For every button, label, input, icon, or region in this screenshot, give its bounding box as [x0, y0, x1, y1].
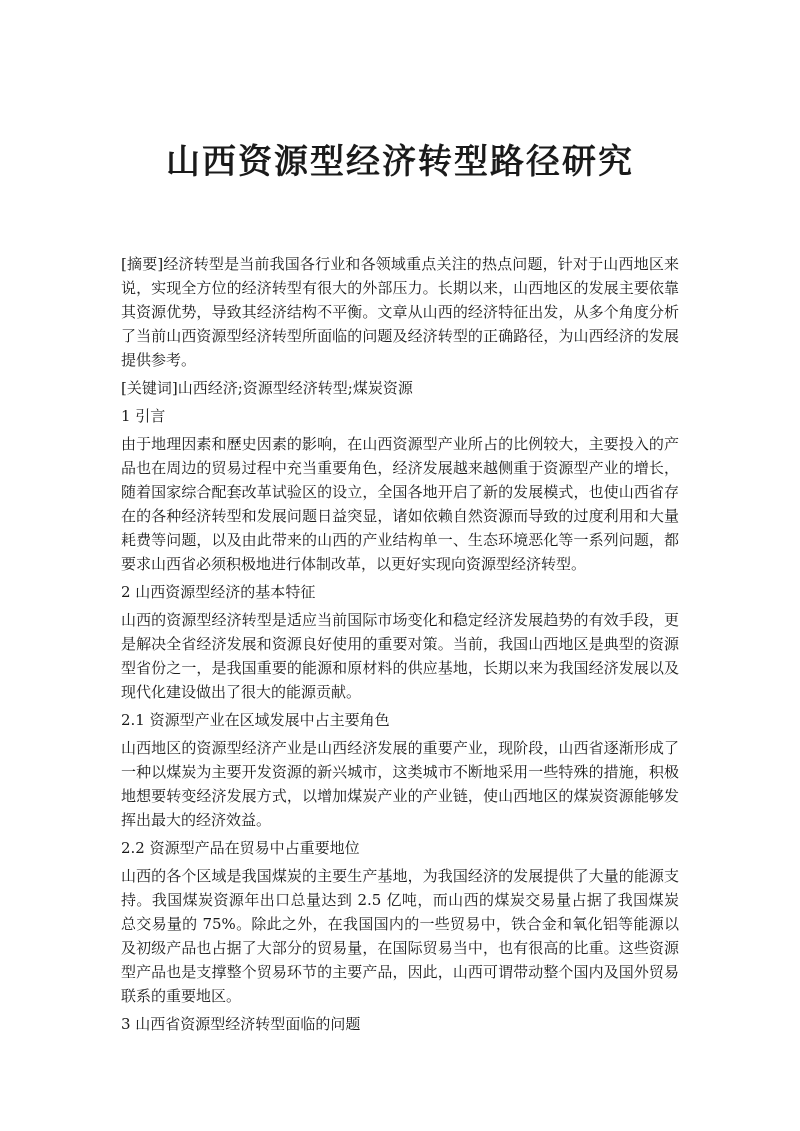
document-body	[121, 252, 679, 1040]
section-heading-2: 2 山西资源型经济的基本特征	[121, 583, 316, 601]
section-paragraph-2-2: 山西的各个区域是我国煤炭的主要生产基地，为我国经济的发展提供了大量的能源支持。我国煤炭资源年出口总量达到 2.5 亿吨，而山西的煤炭交易量占据了我国煤炭总交易量的 75%。除此之外，在我国国内的一些贸易中，铁合金和氧化铝等能源以及初级产品也占据了大部分的贸易量，在国际贸易当中，也有很高的比重。这些资源型产品也是支撑整个贸易环节的主要产品，因此，山西可谓带动整个国内及国外贸易联系的重要地区。	[121, 867, 679, 1005]
keywords-line: [关键词]山西经济;资源型经济转型;煤炭资源	[121, 379, 413, 397]
section-heading-1: 1 引言	[121, 407, 166, 425]
section-heading-2-2: 2.2 资源型产品在贸易中占重要地位	[121, 839, 360, 857]
section-paragraph-2-1: 山西地区的资源型经济产业是山西经济发展的重要产业，现阶段，山西省逐渐形成了一种以煤炭为主要开发资源的新兴城市，这类城市不断地采用一些特殊的措施，积极地想要转变经济发展方式，以增加煤炭产业的产业链，使山西地区的煤炭资源能够发挥出最大的经济效益。	[121, 739, 679, 829]
abstract-paragraph: [摘要]经济转型是当前我国各行业和各领域重点关注的热点问题，针对于山西地区来说，实现全方位的经济转型有很大的外部压力。长期以来，山西地区的发展主要依靠其资源优势，导致其经济结构不平衡。文章从山西的经济特征出发，从多个角度分析了当前山西资源型经济转型所面临的问题及经济转型的正确路径，为山西经济的发展提供参考。	[121, 255, 679, 369]
section-heading-3: 3 山西省资源型经济转型面临的问题	[121, 1015, 361, 1033]
document-title: 山西资源型经济转型路径研究	[166, 142, 634, 182]
section-paragraph-2: 山西的资源型经济转型是适应当前国际市场变化和稳定经济发展趋势的有效手段，更是解决全省经济发展和资源良好使用的重要对策。当前，我国山西地区是典型的资源型省份之一，是我国重要的能源和原材料的供应基地，长期以来为我国经济发展以及现代化建设做出了很大的能源贡献。	[121, 611, 679, 701]
section-heading-2-1: 2.1 资源型产业在区域发展中占主要角色	[121, 711, 390, 729]
section-paragraph-1: 由于地理因素和歷史因素的影响，在山西资源型产业所占的比例较大，主要投入的产品也在周边的贸易过程中充当重要角色，经济发展越来越侧重于资源型产业的增长，随着国家综合配套改革试验区的设立，全国各地开启了新的发展模式，也使山西省存在的各种经济转型和发展问题日益突显，诸如依赖自然资源而导致的过度利用和大量耗费等问题，以及由此带来的山西的产业结构单一、生态环境恶化等一系列问题，都要求山西省必须积极地进行体制改革，以更好实现向资源型经济转型。	[121, 435, 679, 573]
